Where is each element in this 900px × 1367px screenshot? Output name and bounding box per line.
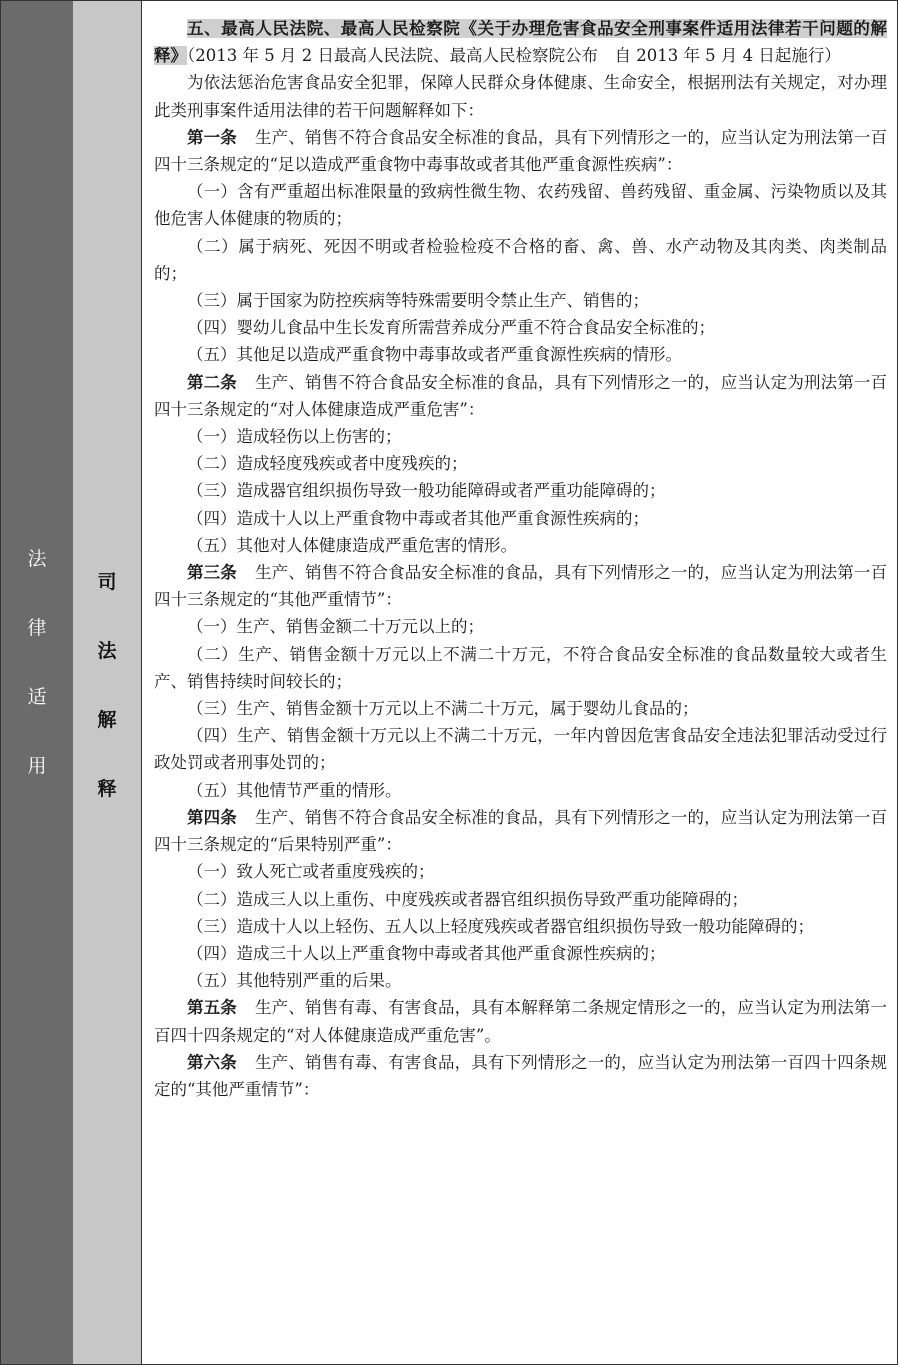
articles-list [154, 124, 887, 1103]
article-item: （一）含有严重超出标准限量的致病性微生物、农药残留、兽药残留、重金属、污染物质以及其他危害人体健康的物质的； [154, 182, 887, 229]
article-item: （四）生产、销售金额十万元以上不满二十万元，一年内曾因危害食品安全违法犯罪活动受过行政处罚或者刑事处罚的； [154, 726, 887, 773]
article-item: （五）其他情节严重的情形。 [187, 780, 402, 800]
category-char: 律 [27, 617, 47, 639]
article-paragraph [154, 1049, 887, 1103]
article-item: （一）生产、销售金额二十万元以上的； [187, 617, 484, 637]
article-paragraph [154, 559, 887, 613]
document-body [154, 15, 887, 1103]
article-item: （一）致人死亡或者重度残疾的； [187, 862, 435, 882]
category-char: 用 [27, 755, 47, 777]
article-item: （二）造成三人以上重伤、中度残疾或者器官组织损伤导致严重功能障碍的； [187, 889, 748, 909]
subcategory-label [73, 569, 141, 845]
article-item: （三）属于国家为防控疾病等特殊需要明令禁止生产、销售的； [187, 291, 649, 311]
subcategory-char: 释 [97, 778, 117, 800]
article-title: 第四条 [187, 807, 237, 827]
article-paragraph [154, 369, 887, 423]
article-title: 第二条 [187, 372, 237, 392]
heading-note: （2013 年 5 月 2 日最高人民法院、最高人民检察院公布 自 2013 年 5 月 4 日起施行） [187, 46, 841, 66]
article-title: 第一条 [187, 127, 237, 147]
article-item: （三）生产、销售金额十万元以上不满二十万元，属于婴幼儿食品的； [187, 699, 699, 719]
article-item: （四）婴幼儿食品中生长发育所需营养成分严重不符合食品安全标准的； [187, 318, 715, 338]
subcategory-char: 法 [97, 640, 117, 662]
article-item: （四）造成十人以上严重食物中毒或者其他严重食源性疾病的； [187, 508, 649, 528]
article-item: （二）造成轻度残疾或者中度残疾的； [187, 454, 468, 474]
article-item: （三）造成器官组织损伤导致一般功能障碍或者严重功能障碍的； [187, 481, 666, 501]
category-char: 法 [27, 548, 47, 570]
article-item: （二）生产、销售金额十万元以上不满二十万元，不符合食品安全标准的食品数量较大或者生产、销售持续时间较长的； [154, 644, 887, 691]
article-item: （三）造成十人以上轻伤、五人以上轻度残疾或者器官组织损伤导致一般功能障碍的； [187, 916, 814, 936]
article-item: （五）其他对人体健康造成严重危害的情形。 [187, 535, 517, 555]
article-paragraph [154, 124, 887, 178]
article-text: 生产、销售不符合食品安全标准的食品，具有下列情形之一的，应当认定为刑法第一百四十三条规定的“其他严重情节”： [154, 563, 888, 610]
subcategory-char: 解 [97, 709, 117, 731]
article-item: （二）属于病死、死因不明或者检验检疫不合格的畜、禽、兽、水产动物及其肉类、肉类制品的； [154, 236, 887, 283]
category-label [1, 546, 73, 822]
article-title: 第六条 [187, 1052, 237, 1072]
article-text: 生产、销售不符合食品安全标准的食品，具有下列情形之一的，应当认定为刑法第一百四十三条规定的“后果特别严重”： [154, 807, 888, 855]
article-text: 生产、销售不符合食品安全标准的食品，具有下列情形之一的，应当认定为刑法第一百四十三条规定的“对人体健康造成严重危害”： [154, 372, 888, 419]
article-paragraph [154, 994, 887, 1048]
article-item: （五）其他特别严重的后果。 [187, 971, 402, 991]
category-char: 适 [27, 686, 47, 708]
article-item: （四）造成三十人以上严重食物中毒或者其他严重食源性疾病的； [187, 943, 666, 963]
document-heading [154, 15, 887, 69]
article-title: 第五条 [187, 998, 237, 1018]
article-text: 生产、销售有毒、有害食品，具有下列情形之一的，应当认定为刑法第一百四十四条规定的“其他严重情节”： [154, 1052, 888, 1099]
heading-title: 五、最高人民法院、最高人民检察院《关于办理危害食品安全刑事案件适用法律若干问题的解释》 [154, 19, 887, 66]
subcategory-char: 司 [97, 571, 117, 593]
article-paragraph [154, 804, 887, 858]
article-text: 生产、销售不符合食品安全标准的食品，具有下列情形之一的，应当认定为刑法第一百四十三条规定的“足以造成严重食物中毒事故或者其他严重食源性疾病”： [154, 127, 888, 175]
article-item: （五）其他足以造成严重食物中毒事故或者严重食源性疾病的情形。 [187, 345, 682, 365]
article-text: 生产、销售有毒、有害食品，具有本解释第二条规定情形之一的，应当认定为刑法第一百四十四条规定的“对人体健康造成严重危害”。 [154, 998, 888, 1045]
preamble: 为依法惩治危害食品安全犯罪，保障人民群众身体健康、生命安全，根据刑法有关规定，对办理此类刑事案件适用法律的若干问题解释如下： [154, 73, 887, 120]
article-title: 第三条 [187, 563, 237, 583]
article-item: （一）造成轻伤以上伤害的； [187, 427, 402, 447]
